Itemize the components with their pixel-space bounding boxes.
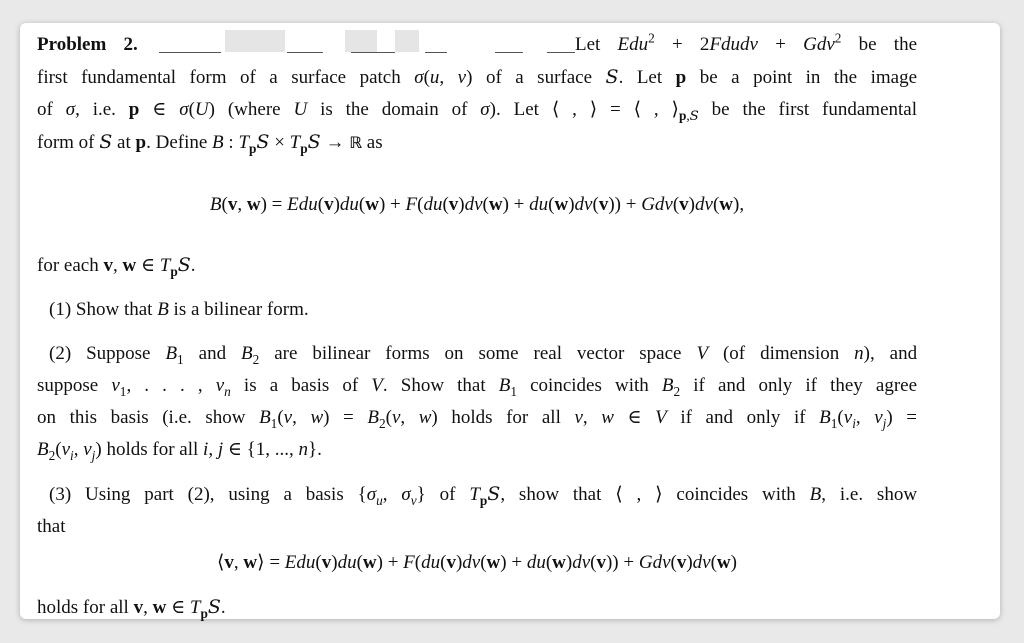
redacted-blanks xyxy=(155,30,575,56)
problem-card xyxy=(20,23,1000,619)
equation-bilinear-form: B(v, w) = Edu(v)du(w) + F(du(v)dv(w) + du(w)dv(v)) + Gdv(v)dv(w), xyxy=(209,194,745,215)
problem-line-4: form of S at p. Define B : $T_pS \times T_pS$ → ℝ as xyxy=(37,131,383,156)
equation-inner-product: ⟨v, w⟩ = Edu(v)du(w) + F(du(v)dv(w) + du(w)dv(v)) + Gdv(v)dv(w) xyxy=(217,552,737,573)
problem-text xyxy=(37,29,917,624)
problem-line-1: Problem 2. Let Edu$^2$ + 2Fdudv + Gdv$^2$ be the xyxy=(37,30,918,55)
part-2: (2) Suppose $B_1$ and $B_2$ are bilinear forms on some real vector space V (of dimension n), and suppose $v_1$, . . . , $v_n$ is a basis of V. Show that $B_1$ coincides with $B_2$ if and only if they agree on this basis (i.e. show $B_1(v$, $w) = B_2(v$, w) holds for all v, w ∈ V if and only if $B_1(v_i$, $v_j$) = $B_2(v_i$, $v_j$) holds for all i, j ∈ {1, ..., n}. xyxy=(37,343,918,463)
part-3: (3) Using part (2), using a basis {$\sigma_u$, $\sigma_v$} of $T_pS$, show that ⟨ , ⟩ coincides with B, i.e. show that ⟨v, w⟩ = Edu(v)du(w) + F(du(v)dv(w) + du(w)dv(v)) + Gdv(v)dv(w) holds for all v, w ∈ $T_pS$. xyxy=(37,483,918,621)
for-each-line: for each v, w ∈ $T_pS$. xyxy=(37,254,196,279)
problem-line-3: of σ, i.e. p ∈ σ(U) (where U is the domain of σ). Let ⟨ , ⟩ = ⟨ , $⟩_{p,S}$ be the first fundamental xyxy=(37,99,917,124)
problem-line-2: first fundamental form of a surface patch σ(u, v) of a surface S. Let p be a point in the image xyxy=(37,66,918,88)
part-1: (1) Show that B is a bilinear form. xyxy=(49,299,309,320)
problem-label: Problem 2. xyxy=(37,34,138,55)
